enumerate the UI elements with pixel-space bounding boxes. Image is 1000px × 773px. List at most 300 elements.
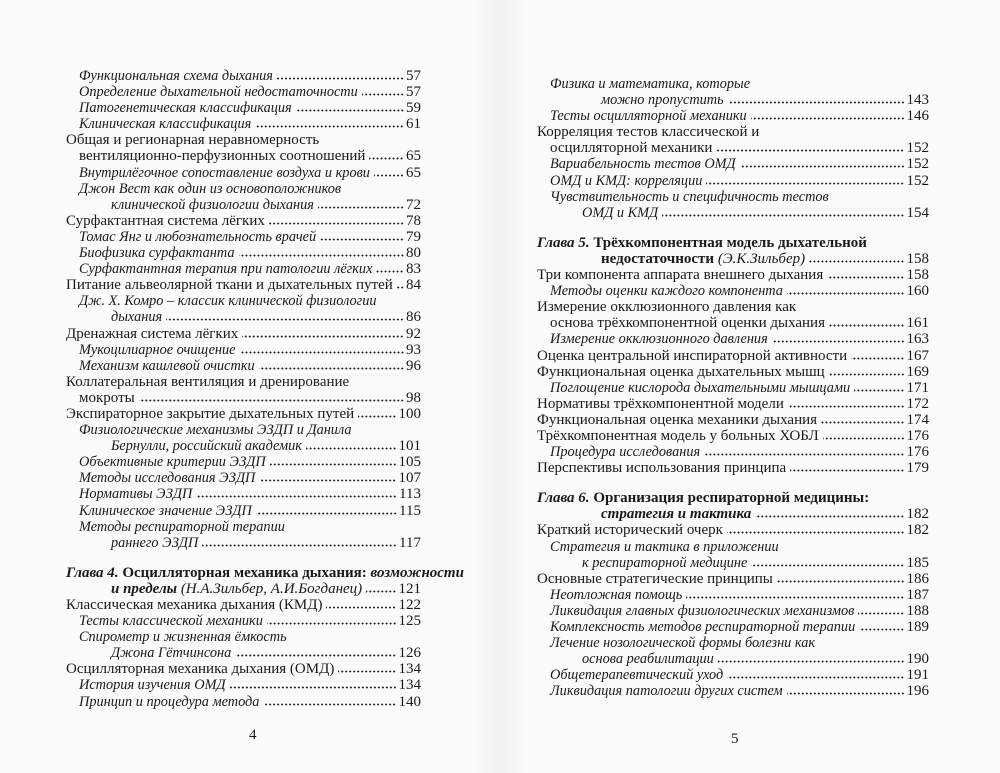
- toc-entry-title: [79, 261, 372, 277]
- toc-text-segment: Нормативы трёхкомпонентной модели: [537, 395, 784, 412]
- toc-page-number: 154: [906, 204, 929, 221]
- toc-entry: [66, 613, 421, 629]
- toc-text-segment: Вариабельность тестов ОМД: [550, 156, 736, 173]
- toc-entry: [66, 84, 421, 100]
- toc-entry: [66, 132, 421, 148]
- toc-text-segment: Чувствительность и специфичность тестов: [550, 188, 829, 205]
- toc-text-segment: Томас Янг и любознательность врачей: [79, 228, 317, 245]
- toc-entry-title: [582, 555, 747, 571]
- toc-page-number: 152: [906, 156, 929, 173]
- toc-text-segment: Патогенетическая классификация: [79, 100, 292, 117]
- dot-leader: [755, 515, 904, 518]
- toc-text-segment: мокроты: [79, 389, 135, 406]
- toc-page-number: 126: [398, 645, 421, 662]
- toc-text-segment: Три компонента аппарата внешнего дыхания: [537, 267, 824, 284]
- toc-text-segment: Общетерапевтический уход: [550, 667, 724, 684]
- dot-leader: [196, 495, 397, 498]
- toc-text-segment: Основные стратегические принципы: [537, 570, 773, 587]
- section-spacer: [66, 551, 421, 565]
- toc-entry-title: [550, 156, 736, 172]
- toc-text-segment: Методы исследования ЭЗДП: [79, 470, 256, 487]
- toc-entry-title: [537, 235, 867, 251]
- dot-leader: [366, 590, 396, 593]
- toc-text-segment: Объективные критерии ЭЗДП: [79, 454, 266, 471]
- toc-entry-title: [79, 358, 255, 374]
- toc-entry-title: [79, 100, 292, 116]
- toc-entry-title: [601, 506, 751, 522]
- toc-entry: [537, 108, 929, 124]
- toc-entry: [537, 428, 929, 444]
- toc-entry-title: [79, 165, 370, 181]
- toc-entry-title: [66, 132, 319, 148]
- toc-right-page: [537, 76, 929, 699]
- toc-entry: [537, 651, 929, 667]
- toc-entry-title: [79, 68, 273, 84]
- toc-entry: [537, 267, 929, 283]
- toc-page-number: 92: [406, 325, 421, 342]
- toc-text-segment: Дренажная система лёгких: [66, 325, 239, 342]
- toc-entry: [66, 100, 421, 116]
- dot-leader: [240, 351, 404, 354]
- dot-leader: [166, 318, 404, 321]
- toc-entry: [537, 315, 929, 331]
- toc-entry: [537, 444, 929, 460]
- toc-entry: [537, 348, 929, 364]
- toc-text-segment: Определение дыхательной недостаточности: [79, 84, 358, 101]
- toc-entry: [537, 124, 929, 140]
- toc-entry-title: [537, 571, 773, 587]
- toc-text-segment: основа трёхкомпонентной оценки дыхания: [550, 315, 825, 332]
- toc-chapter-heading: [537, 490, 929, 506]
- dot-leader: [727, 676, 904, 679]
- toc-page-number: 86: [406, 309, 421, 326]
- toc-page-number: 186: [906, 570, 929, 587]
- toc-entry-title: [550, 587, 682, 603]
- dot-leader: [296, 109, 404, 112]
- dot-leader: [662, 214, 904, 217]
- toc-page-number: 169: [906, 363, 929, 380]
- toc-entry: [66, 197, 421, 213]
- book-gutter-shadow: [470, 0, 530, 773]
- toc-entry-title: [66, 661, 334, 677]
- dot-leader: [270, 463, 397, 466]
- dot-leader: [858, 612, 904, 615]
- dot-leader: [787, 292, 905, 295]
- toc-entry: [66, 422, 421, 438]
- toc-entry: [66, 597, 421, 613]
- toc-page-number: 100: [398, 405, 421, 422]
- toc-entry-title: [79, 486, 192, 502]
- toc-entry-title: [550, 108, 747, 124]
- toc-entry-title: [79, 229, 316, 245]
- toc-page-number: 182: [906, 522, 929, 539]
- toc-page-number: 113: [399, 486, 421, 503]
- toc-text-segment: История изучения ОМД: [79, 677, 226, 694]
- toc-entry: [66, 535, 421, 551]
- toc-entry-title: [79, 677, 226, 693]
- toc-page-number: 65: [406, 164, 421, 181]
- toc-text-segment: Ликвидация главных физиологических механизмов: [550, 602, 855, 619]
- toc-entry: [537, 331, 929, 347]
- toc-text-segment: Функциональная схема дыхания: [79, 68, 273, 84]
- toc-entry-title: [111, 535, 198, 551]
- toc-entry-title: [79, 519, 285, 535]
- toc-page-number: 101: [398, 438, 421, 455]
- toc-entry: [537, 92, 929, 108]
- dot-leader: [242, 335, 404, 338]
- toc-entry-title: [537, 348, 847, 364]
- toc-entry: [537, 460, 929, 476]
- toc-entry: [66, 277, 421, 293]
- toc-entry: [537, 251, 929, 267]
- toc-entry-title: [537, 124, 759, 140]
- toc-entry-title: [550, 140, 712, 156]
- dot-leader: [727, 531, 905, 534]
- dot-leader: [277, 77, 404, 80]
- dot-leader: [230, 686, 397, 689]
- toc-text-segment: Функциональная оценка дыхательных мышц: [537, 363, 825, 380]
- toc-entry: [537, 299, 929, 315]
- toc-page-number: 140: [398, 693, 421, 710]
- toc-entry-title: [537, 267, 823, 283]
- dot-leader: [263, 703, 396, 706]
- toc-page-number: 158: [906, 267, 929, 284]
- toc-text-segment: Глава 5.: [537, 234, 594, 251]
- toc-entry: [66, 245, 421, 261]
- toc-text-segment: Внутрилёгочное сопоставление воздуха и крови: [79, 164, 370, 181]
- toc-entry-title: [79, 694, 259, 710]
- toc-text-segment: Биофизика сурфактанта: [79, 245, 235, 262]
- dot-leader: [772, 340, 905, 343]
- toc-entry: [537, 555, 929, 571]
- toc-entry: [66, 629, 421, 645]
- toc-entry: [66, 390, 421, 406]
- toc-entry: [537, 587, 929, 603]
- toc-text-segment: Осцилляторная механика дыхания:: [122, 564, 371, 581]
- toc-page-number: 125: [398, 613, 421, 630]
- dot-leader: [718, 660, 905, 663]
- toc-page-number: 117: [399, 534, 421, 551]
- toc-page-number: 107: [398, 470, 421, 487]
- toc-page-number: 96: [406, 357, 421, 374]
- toc-text-segment: основа реабилитации: [582, 651, 714, 668]
- toc-entry-title: [550, 331, 768, 347]
- toc-page-number: 122: [398, 597, 421, 613]
- toc-entry: [66, 503, 421, 519]
- toc-entry: [66, 519, 421, 535]
- dot-leader: [256, 512, 397, 515]
- toc-entry: [537, 412, 929, 428]
- toc-page-number: 161: [906, 315, 929, 332]
- toc-entry: [66, 694, 421, 710]
- toc-text-segment: (Н.А.Зильбер, А.И.Богданец): [180, 580, 363, 597]
- toc-text-segment: возможности: [370, 564, 464, 581]
- toc-page-number: 189: [906, 619, 929, 635]
- toc-entry-title: [550, 315, 825, 331]
- toc-page-number: 188: [906, 602, 929, 619]
- toc-page-number: 176: [906, 427, 929, 444]
- toc-entry: [537, 522, 929, 538]
- toc-text-segment: Методы оценки каждого компонента: [550, 283, 783, 300]
- toc-page-number: 152: [906, 172, 929, 189]
- toc-entry: [66, 181, 421, 197]
- dot-leader: [326, 606, 396, 609]
- toc-page-number: 191: [906, 667, 929, 684]
- toc-text-segment: Принцип и процедура метода: [79, 693, 260, 710]
- dot-leader: [338, 670, 396, 673]
- toc-entry-title: [66, 565, 464, 581]
- toc-page-number: 171: [906, 379, 929, 396]
- toc-chapter-heading: [537, 235, 929, 251]
- toc-entry-title: [66, 374, 349, 390]
- toc-entry: [66, 309, 421, 325]
- toc-entry-title: [79, 629, 287, 645]
- toc-text-segment: ОМД и КМД: корреляции: [550, 172, 703, 189]
- toc-text-segment: (Э.К.Зильбер): [717, 250, 806, 267]
- toc-text-segment: Процедура исследования: [550, 444, 701, 461]
- toc-text-segment: Сурфактантная система лёгких: [66, 212, 265, 229]
- toc-page-number: 57: [406, 68, 421, 84]
- toc-entry-title: [111, 309, 162, 325]
- dot-leader: [686, 596, 904, 599]
- toc-entry: [537, 140, 929, 156]
- toc-page-number: 160: [906, 283, 929, 300]
- dot-leader: [751, 117, 905, 120]
- toc-text-segment: Осцилляторная механика дыхания (ОМД): [66, 661, 335, 678]
- dot-leader: [374, 174, 404, 177]
- toc-text-segment: дыхания: [111, 309, 163, 326]
- toc-page-number: 179: [906, 460, 929, 477]
- toc-entry-title: [550, 173, 702, 189]
- dot-leader: [854, 389, 904, 392]
- dot-leader: [706, 182, 904, 185]
- toc-entry-title: [111, 645, 231, 661]
- toc-page-number: 84: [406, 277, 421, 294]
- toc-entry: [66, 406, 421, 422]
- toc-entry-title: [601, 92, 724, 108]
- toc-text-segment: Экспираторное закрытие дыхательных путей: [66, 405, 355, 422]
- toc-text-segment: недостаточности: [601, 250, 718, 267]
- toc-entry: [537, 396, 929, 412]
- toc-entry-title: [66, 213, 265, 229]
- toc-text-segment: Нормативы ЭЗДП: [79, 486, 193, 503]
- toc-entry-title: [111, 581, 362, 597]
- toc-entry-title: [79, 390, 135, 406]
- toc-text-segment: Тесты классической механики: [79, 613, 263, 630]
- toc-text-segment: Спирометр и жизненная ёмкость: [79, 629, 287, 646]
- toc-entry: [66, 229, 421, 245]
- toc-entry-title: [537, 364, 825, 380]
- toc-text-segment: Коллатеральная вентиляция и дренирование: [66, 373, 350, 390]
- dot-leader: [235, 654, 396, 657]
- dot-leader: [790, 469, 904, 472]
- dot-leader: [829, 373, 905, 376]
- dot-leader: [751, 564, 904, 567]
- toc-text-segment: к респираторной медицине: [582, 554, 748, 571]
- toc-text-segment: раннего ЭЗДП: [111, 534, 199, 551]
- toc-page-number: 143: [906, 92, 929, 109]
- toc-text-segment: Поглощение кислорода дыхательными мышцами: [550, 379, 851, 396]
- toc-page-number: 83: [406, 261, 421, 278]
- toc-text-segment: Физиологические механизмы ЭЗДП и Данила: [79, 422, 352, 439]
- toc-entry-title: [66, 597, 322, 613]
- toc-text-segment: Перспективы использования принципа: [537, 460, 787, 477]
- toc-entry-title: [550, 283, 783, 299]
- toc-text-segment: Измерение окклюзионного давления как: [537, 299, 797, 316]
- toc-entry-title: [79, 470, 255, 486]
- toc-entry-title: [79, 245, 235, 261]
- toc-text-segment: Организация респираторной медицины:: [593, 490, 870, 507]
- toc-text-segment: можно пропустить: [601, 92, 724, 109]
- toc-page-number: 167: [906, 347, 929, 364]
- dot-leader: [320, 238, 404, 241]
- toc-entry-title: [66, 406, 354, 422]
- toc-text-segment: Сурфактантная терапия при патологии лёгких: [79, 261, 373, 278]
- toc-entry: [537, 283, 929, 299]
- dot-leader: [728, 101, 905, 104]
- page-number-left: 4: [249, 727, 257, 743]
- toc-entry: [537, 205, 929, 221]
- dot-leader: [777, 580, 905, 583]
- toc-entry: [66, 261, 421, 277]
- toc-entry: [66, 358, 421, 374]
- toc-page-number: 134: [398, 661, 421, 678]
- dot-leader: [306, 447, 397, 450]
- dot-leader: [859, 628, 904, 631]
- toc-chapter-heading: [66, 564, 464, 581]
- toc-text-segment: Комплексность методов респираторной терапии: [550, 619, 856, 635]
- toc-entry-title: [550, 380, 850, 396]
- toc-entry-title: [550, 444, 700, 460]
- toc-entry: [66, 293, 421, 309]
- toc-entry: [66, 374, 421, 390]
- toc-text-segment: Лечение нозологической формы болезни как: [550, 635, 816, 652]
- toc-entry: [66, 326, 421, 342]
- toc-page-number: 182: [906, 506, 929, 523]
- toc-entry-title: [550, 603, 854, 619]
- toc-entry: [537, 76, 929, 92]
- toc-page-number: 98: [406, 389, 421, 406]
- toc-text-segment: и пределы: [111, 580, 181, 597]
- toc-page-number: 79: [406, 228, 421, 245]
- toc-page-number: 115: [399, 502, 421, 519]
- dot-leader: [259, 479, 396, 482]
- toc-page-number: 80: [406, 245, 421, 262]
- dot-leader: [397, 286, 404, 289]
- toc-text-segment: Джон Вест как один из основоположников: [79, 180, 342, 197]
- toc-entry-title: [537, 412, 817, 428]
- toc-entry: [66, 486, 421, 502]
- toc-entry-title: [550, 189, 829, 205]
- toc-entry-title: [79, 342, 236, 358]
- toc-page-number: 146: [906, 108, 929, 125]
- toc-page-number: 72: [406, 196, 421, 213]
- toc-entry-title: [550, 619, 855, 635]
- toc-text-segment: клинической физиологии дыхания: [111, 196, 314, 213]
- dot-leader: [787, 692, 905, 695]
- toc-entry-title: [537, 522, 723, 538]
- toc-entry-title: [537, 396, 784, 412]
- toc-page-number: 187: [906, 586, 929, 603]
- toc-entry-title: [79, 422, 352, 438]
- toc-entry-title: [111, 438, 302, 454]
- toc-page-number: 57: [406, 84, 421, 101]
- toc-entry: [66, 581, 421, 597]
- toc-page-number: 121: [398, 580, 421, 597]
- toc-text-segment: Трёхкомпонентная модель дыхательной: [593, 234, 867, 251]
- toc-text-segment: Трёхкомпонентная модель у больных ХОБЛ: [537, 427, 819, 444]
- toc-entry-title: [79, 181, 341, 197]
- toc-page-number: 163: [906, 331, 929, 348]
- dot-leader: [239, 254, 404, 257]
- toc-text-segment: Глава 6.: [537, 490, 594, 507]
- toc-entry: [66, 342, 421, 358]
- dot-leader: [827, 276, 904, 279]
- toc-text-segment: Краткий исторический очерк: [537, 522, 723, 539]
- toc-text-segment: осцилляторной механики: [550, 140, 713, 157]
- dot-leader: [376, 270, 404, 273]
- toc-entry: [66, 645, 421, 661]
- toc-entry-title: [601, 251, 805, 267]
- toc-text-segment: Измерение окклюзионного давления: [550, 331, 768, 348]
- dot-leader: [809, 260, 904, 263]
- toc-entry: [537, 364, 929, 380]
- toc-page-number: 61: [406, 116, 421, 133]
- toc-entry: [66, 438, 421, 454]
- toc-entry: [537, 635, 929, 651]
- toc-text-segment: Физика и математика, которые: [550, 76, 751, 92]
- toc-entry-title: [79, 148, 365, 164]
- toc-entry: [537, 603, 929, 619]
- toc-entry-title: [537, 460, 786, 476]
- toc-entry: [66, 454, 421, 470]
- toc-entry: [537, 619, 929, 635]
- dot-leader: [788, 405, 905, 408]
- toc-text-segment: Функциональная оценка механики дыхания: [537, 411, 818, 428]
- toc-entry: [66, 661, 421, 677]
- dot-leader: [823, 437, 905, 440]
- toc-entry-title: [79, 454, 266, 470]
- toc-text-segment: Дж. Х. Комро – классик клинической физиологии: [79, 293, 377, 310]
- toc-entry-title: [582, 651, 714, 667]
- toc-entry: [66, 165, 421, 181]
- toc-page-number: 152: [906, 140, 929, 157]
- toc-text-segment: Стратегия и тактика в приложении: [550, 538, 779, 555]
- toc-page-number: 196: [906, 683, 929, 700]
- toc-entry-title: [537, 299, 796, 315]
- toc-entry: [537, 539, 929, 555]
- toc-page-number: 78: [406, 212, 421, 229]
- toc-entry: [66, 148, 421, 164]
- toc-page-number: 190: [906, 651, 929, 668]
- toc-text-segment: Джона Гётчинсона: [111, 645, 232, 662]
- toc-text-segment: Механизм кашлевой очистки: [79, 357, 255, 374]
- toc-text-segment: Тесты осцилляторной механики: [550, 108, 747, 125]
- dot-leader: [202, 544, 397, 547]
- toc-entry: [537, 189, 929, 205]
- toc-entry-title: [79, 116, 251, 132]
- toc-text-segment: Глава 4.: [66, 564, 123, 581]
- section-spacer: [537, 476, 929, 490]
- dot-leader: [269, 222, 404, 225]
- toc-text-segment: Бернулли, российский академик: [111, 438, 302, 455]
- toc-entry-title: [66, 277, 393, 293]
- dot-leader: [740, 165, 905, 168]
- toc-entry-title: [537, 490, 869, 506]
- toc-entry: [537, 683, 929, 699]
- toc-page-number: 174: [906, 411, 929, 428]
- dot-leader: [851, 357, 904, 360]
